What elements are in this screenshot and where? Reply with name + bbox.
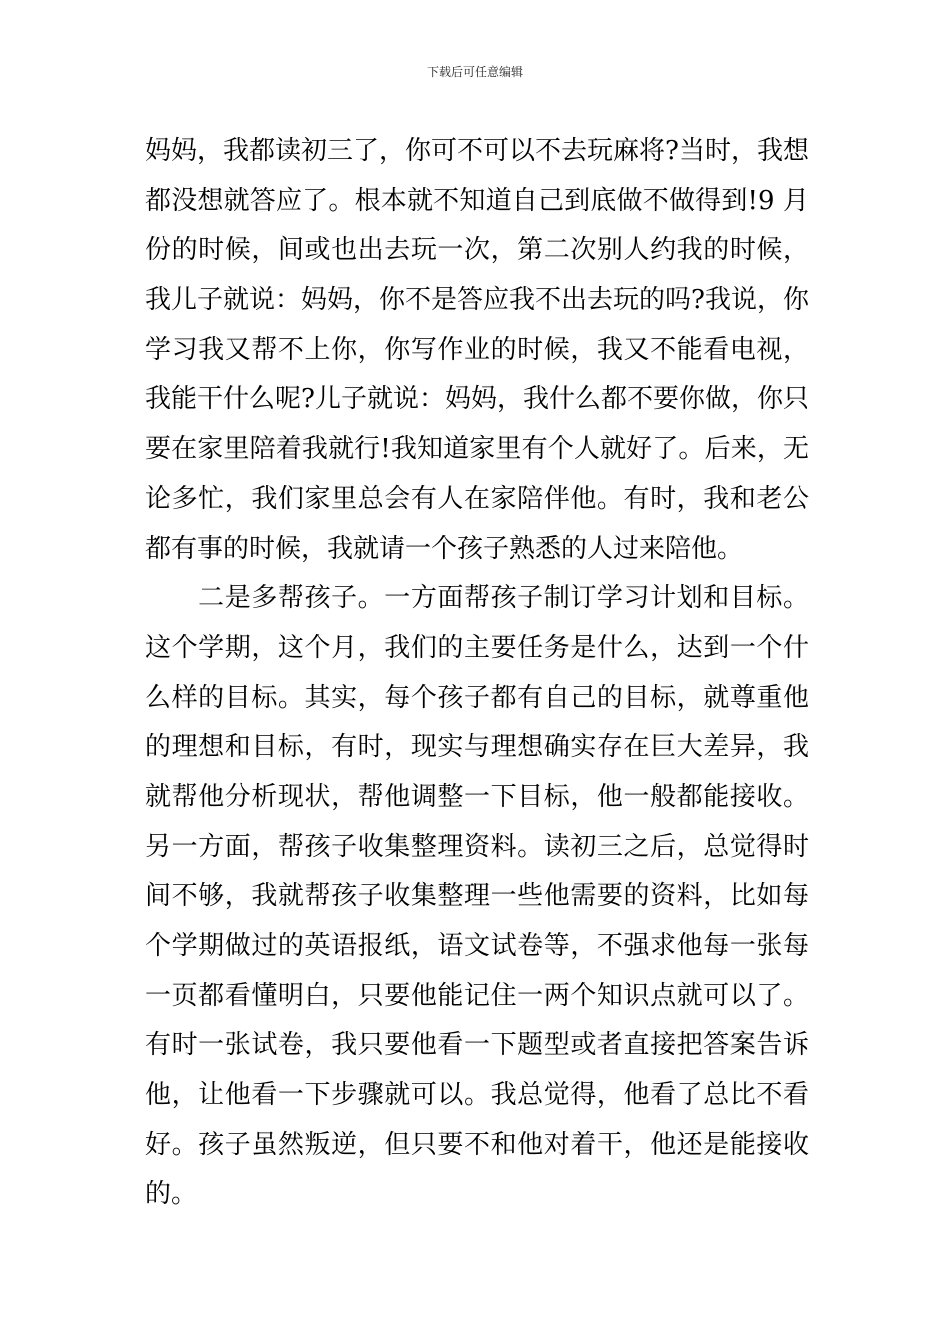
text-line: 有时一张试卷，我只要他看一下题型或者直接把答案告诉 <box>145 1030 809 1061</box>
text-line: 要在家里陪着我就行!我知道家里有个人就好了。后来，无 <box>145 434 809 465</box>
text-line: 间不够，我就帮孩子收集整理一些他需要的资料，比如每 <box>145 881 809 912</box>
body-text <box>145 127 809 1220</box>
text-line: 份的时候，间或也出去玩一次，第二次别人约我的时候， <box>145 235 809 266</box>
text-line: 好。孩子虽然叛逆，但只要不和他对着干，他还是能接收 <box>145 1129 809 1160</box>
text-line: 二是多帮孩子。一方面帮孩子制订学习计划和目标。 <box>145 583 809 614</box>
text-line: 的。 <box>145 1179 198 1210</box>
text-line: 这个学期，这个月，我们的主要任务是什么，达到一个什 <box>145 632 809 663</box>
text-line: 我能干什么呢?儿子就说：妈妈，我什么都不要你做，你只 <box>145 384 809 415</box>
text-line: 学习我又帮不上你，你写作业的时候，我又不能看电视， <box>145 334 809 365</box>
text-line: 论多忙，我们家里总会有人在家陪伴他。有时，我和老公 <box>145 483 809 514</box>
text-line: 另一方面，帮孩子收集整理资料。读初三之后，总觉得时 <box>145 831 809 862</box>
text-line: 就帮他分析现状，帮他调整一下目标，他一般都能接收。 <box>145 781 809 812</box>
text-line: 我儿子就说：妈妈，你不是答应我不出去玩的吗?我说，你 <box>145 285 809 316</box>
text-line: 个学期做过的英语报纸，语文试卷等，不强求他每一张每 <box>145 931 809 961</box>
text-line: 么样的目标。其实，每个孩子都有自己的目标，就尊重他 <box>145 682 809 713</box>
text-line: 妈妈，我都读初三了，你可不可以不去玩麻将?当时，我想 <box>145 136 809 166</box>
text-line: 都有事的时候，我就请一个孩子熟悉的人过来陪他。 <box>145 533 744 564</box>
text-line: 的理想和目标，有时，现实与理想确实存在巨大差异，我 <box>145 732 809 763</box>
text-line: 一页都看懂明白，只要他能记住一两个知识点就可以了。 <box>145 980 809 1011</box>
text-line: 他，让他看一下步骤就可以。我总觉得，他看了总比不看 <box>145 1080 809 1111</box>
page-header: 下载后可任意编辑 <box>426 65 523 79</box>
text-line: 都没想就答应了。根本就不知道自己到底做不做得到!9 月 <box>145 185 809 216</box>
